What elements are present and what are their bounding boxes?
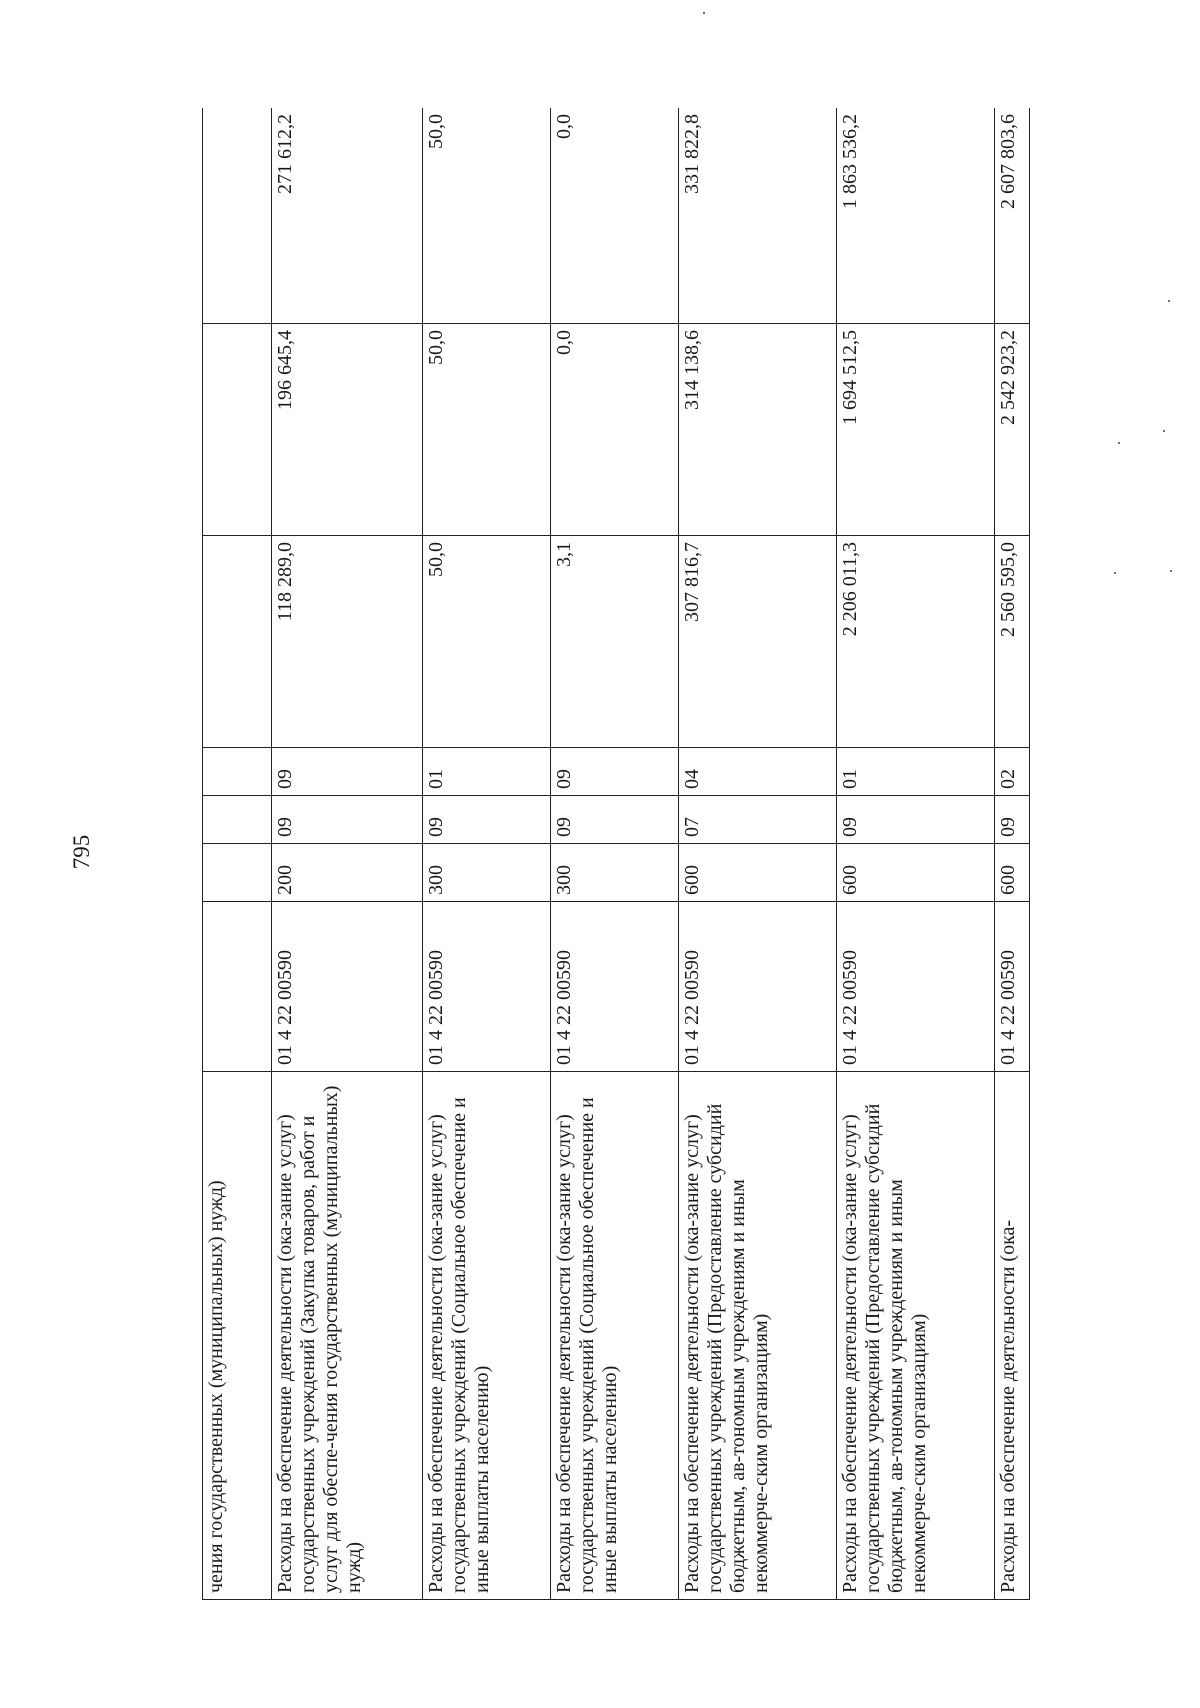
cell-expense-type: 200	[272, 844, 423, 902]
page-number-text: 795	[69, 834, 94, 870]
cell-amount-3: 271 612,2	[272, 108, 423, 324]
cell-amount-3: 1 863 536,2	[837, 108, 995, 324]
cell-description: Расходы на обеспечение деятельности (ока-	[995, 1072, 1030, 1600]
cell-target-code: 01 4 22 00590	[837, 902, 995, 1072]
table-area	[202, 108, 1102, 1600]
cell-description: чения государственных (муниципальных) нужд)	[203, 1072, 272, 1600]
cell-amount-1: 2 206 011,3	[837, 536, 995, 748]
cell-expense-type: 600	[679, 844, 837, 902]
table-row	[995, 108, 1030, 1600]
cell-amount-1: 118 289,0	[272, 536, 423, 748]
cell-subsection: 02	[995, 748, 1030, 796]
cell-section	[203, 796, 272, 844]
scan-speck	[1118, 442, 1120, 444]
scan-speck	[1170, 570, 1172, 572]
cell-description: Расходы на обеспечение деятельности (ока-зание услуг) государственных учреждений (Закупка товаров, работ и услуг для обеспе-чения государственных (муниципальных) нужд)	[272, 1072, 423, 1600]
table-row	[272, 108, 423, 1600]
cell-expense-type: 600	[995, 844, 1030, 902]
cell-amount-2: 196 645,4	[272, 324, 423, 536]
rotated-table-container	[202, 108, 1102, 1600]
table-row	[203, 108, 272, 1600]
cell-section: 07	[679, 796, 837, 844]
table-row	[551, 108, 679, 1600]
cell-section: 09	[551, 796, 679, 844]
cell-target-code: 01 4 22 00590	[551, 902, 679, 1072]
cell-subsection: 09	[272, 748, 423, 796]
cell-amount-2: 50,0	[423, 324, 551, 536]
budget-table	[202, 108, 1030, 1600]
cell-description: Расходы на обеспечение деятельности (ока-зание услуг) государственных учреждений (Предоставление субсидий бюджетным, ав-тономным учреждениям и иным некоммерче-ским организациям)	[837, 1072, 995, 1600]
cell-target-code: 01 4 22 00590	[423, 902, 551, 1072]
cell-amount-3: 0,0	[551, 108, 679, 324]
table-row	[679, 108, 837, 1600]
cell-section: 09	[272, 796, 423, 844]
cell-description: Расходы на обеспечение деятельности (ока-зание услуг) государственных учреждений (Социальное обеспечение и иные выплаты населению)	[551, 1072, 679, 1600]
cell-amount-2: 2 542 923,2	[995, 324, 1030, 536]
scan-speck	[1163, 430, 1165, 432]
cell-target-code: 01 4 22 00590	[272, 902, 423, 1072]
table-row	[423, 108, 551, 1600]
table-row	[837, 108, 995, 1600]
cell-amount-3: 50,0	[423, 108, 551, 324]
cell-amount-3: 2 607 803,6	[995, 108, 1030, 324]
cell-expense-type	[203, 844, 272, 902]
cell-amount-3	[203, 108, 272, 324]
scan-speck	[703, 12, 705, 14]
cell-amount-1: 2 560 595,0	[995, 536, 1030, 748]
cell-section: 09	[837, 796, 995, 844]
cell-subsection: 01	[423, 748, 551, 796]
cell-amount-2: 1 694 512,5	[837, 324, 995, 536]
cell-target-code: 01 4 22 00590	[995, 902, 1030, 1072]
cell-subsection: 09	[551, 748, 679, 796]
cell-amount-3: 331 822,8	[679, 108, 837, 324]
cell-amount-2: 0,0	[551, 324, 679, 536]
cell-target-code: 01 4 22 00590	[679, 902, 837, 1072]
scan-speck	[1114, 572, 1116, 574]
cell-amount-1: 3,1	[551, 536, 679, 748]
cell-amount-2: 314 138,6	[679, 324, 837, 536]
cell-expense-type: 300	[423, 844, 551, 902]
cell-subsection: 04	[679, 748, 837, 796]
cell-amount-1: 307 816,7	[679, 536, 837, 748]
cell-expense-type: 300	[551, 844, 679, 902]
cell-subsection: 01	[837, 748, 995, 796]
cell-target-code	[203, 902, 272, 1072]
cell-section: 09	[423, 796, 551, 844]
cell-subsection	[203, 748, 272, 796]
scan-speck	[1168, 300, 1170, 302]
cell-description: Расходы на обеспечение деятельности (ока-зание услуг) государственных учреждений (Социальное обеспечение и иные выплаты населению)	[423, 1072, 551, 1600]
cell-description: Расходы на обеспечение деятельности (ока-зание услуг) государственных учреждений (Предоставление субсидий бюджетным, ав-тономным учреждениям и иным некоммерче-ским организациям)	[679, 1072, 837, 1600]
cell-amount-1: 50,0	[423, 536, 551, 748]
cell-section: 09	[995, 796, 1030, 844]
cell-amount-2	[203, 324, 272, 536]
cell-expense-type: 600	[837, 844, 995, 902]
cell-amount-1	[203, 536, 272, 748]
